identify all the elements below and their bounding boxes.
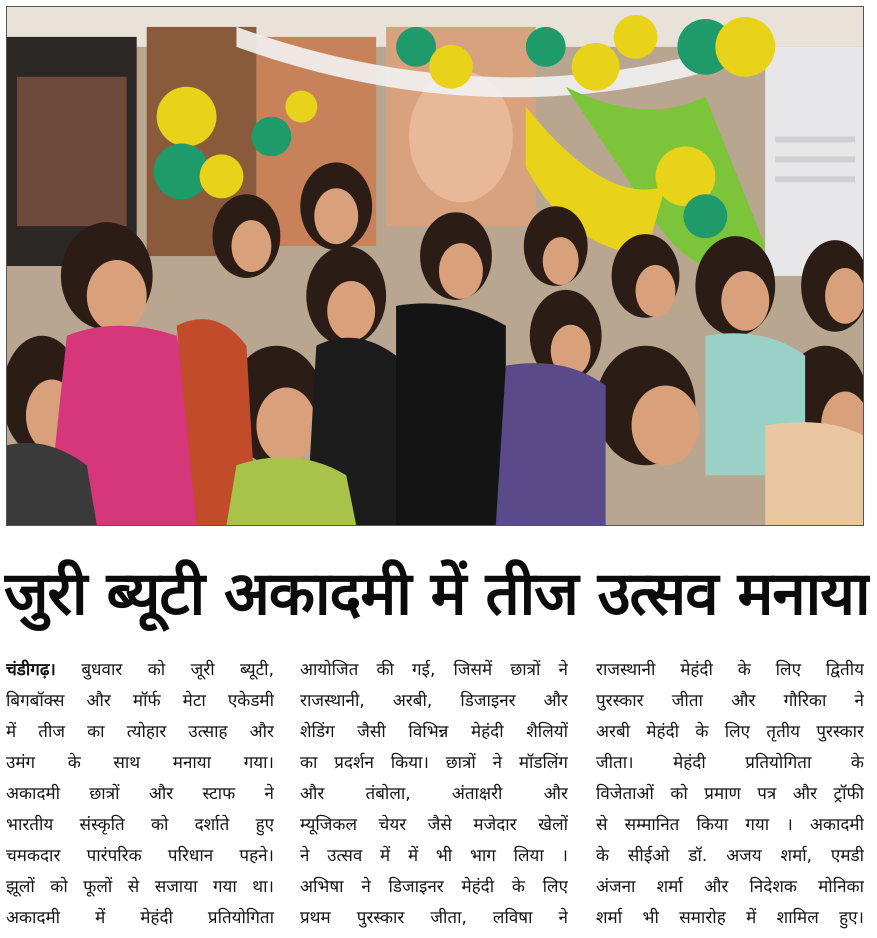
article-text-line: अकादमी छात्रों और स्टाफ ने — [6, 784, 274, 804]
article-text-line: म्यूजिकल चेयर जैसे मजेदार खेलों — [300, 815, 568, 835]
article-text-line: से सम्मानित किया गया । अकादमी — [596, 815, 864, 835]
article-text-line: जीता। मेहंदी प्रतियोगिता के — [596, 753, 864, 773]
article-text-line: राजस्थानी, अरबी, डिजाइनर और — [300, 691, 568, 711]
article-text-line: विजेताओं को प्रमाण पत्र और ट्रॉफी — [596, 784, 864, 804]
news-photo — [6, 6, 864, 526]
article-text-line: ने उत्सव में में भी भाग लिया । — [300, 846, 568, 866]
article-column-1 — [6, 655, 274, 933]
article-text-line: में तीज का त्योहार उत्साह और — [6, 722, 274, 742]
article-text-line: चमकदार पारंपरिक परिधान पहने। — [6, 846, 274, 866]
article-text-line: और तंबोला, अंताक्षरी और — [300, 784, 568, 804]
article-text-line: आयोजित की गई, जिसमें छात्रों ने — [300, 660, 568, 680]
article-text-line: पुरस्कार जीता और गौरिका ने — [596, 691, 864, 711]
article-text-line: प्रथम पुरस्कार जीता, लविषा ने — [300, 908, 568, 928]
article-text-line: शर्मा भी समारोह में शामिल हुए। — [596, 908, 864, 928]
article-text-line: भारतीय संस्कृति को दर्शाते हुए — [6, 815, 274, 835]
article-text-line: बिगबॉक्स और मॉर्फ मेटा एकेडमी — [6, 691, 274, 711]
article-text-line: के सीईओ डॉ. अजय शर्मा, एमडी — [596, 846, 864, 866]
celebration-photo-illustration — [7, 7, 863, 525]
article-text-line: चंडीगढ़। बुधवार को जूरी ब्यूटी, — [6, 660, 274, 680]
article-column-3 — [596, 655, 864, 933]
article-text-line: अरबी मेहंदी के लिए तृतीय पुरस्कार — [596, 722, 864, 742]
article-text-line: राजस्थानी मेहंदी के लिए द्वितीय — [596, 660, 864, 680]
article-text-line: उमंग के साथ मनाया गया। — [6, 753, 274, 773]
article-text-line: अकादमी में मेहंदी प्रतियोगिता — [6, 908, 274, 928]
article-text-line: का प्रदर्शन किया। छात्रों ने मॉडलिंग — [300, 753, 568, 773]
article-column-2 — [300, 655, 568, 933]
dateline: चंडीगढ़। — [6, 660, 56, 680]
article-text-line: शेडिंग जैसी विभिन्न मेहंदी शैलियों — [300, 722, 568, 742]
article-text-line: अभिषा ने डिजाइनर मेहंदी के लिए — [300, 877, 568, 897]
article-headline: जुरी ब्यूटी अकादमी में तीज उत्सव मनाया — [4, 559, 870, 629]
article-text-line: अंजना शर्मा और निदेशक मोनिका — [596, 877, 864, 897]
article-text-line: झूलों को फूलों से सजाया गया था। — [6, 877, 274, 897]
